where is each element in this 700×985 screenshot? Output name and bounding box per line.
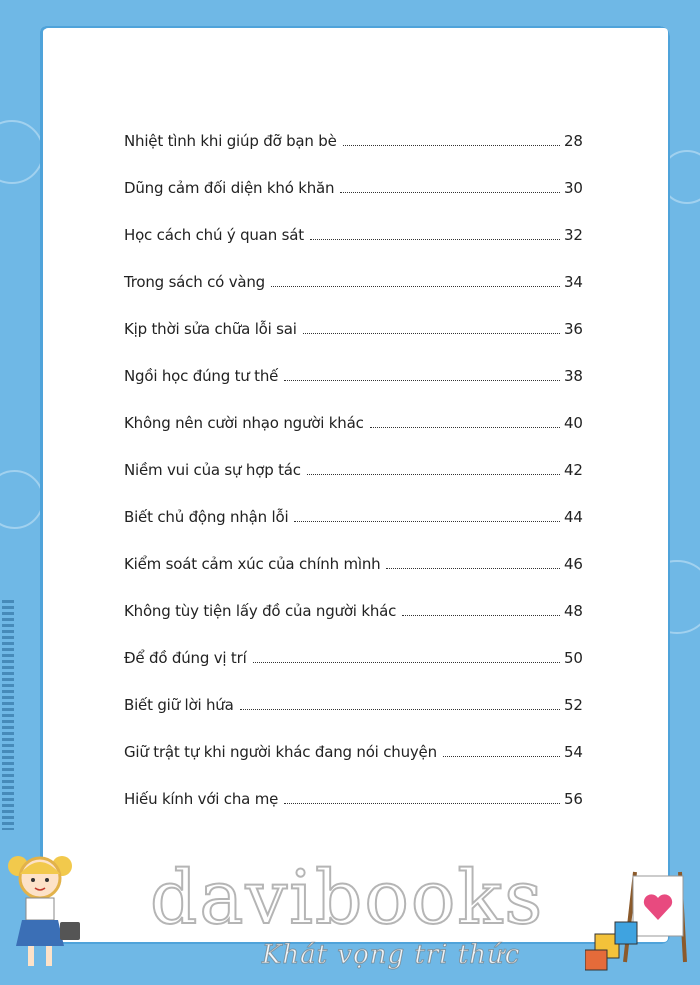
easel-illustration [585, 862, 695, 972]
toc-entry-title: Hiếu kính với cha mẹ [124, 790, 279, 808]
brand-watermark: davibooks [150, 855, 545, 941]
toc-page-number: 40 [564, 414, 583, 432]
toc-leader-dots [443, 755, 560, 757]
toc-page-number: 38 [564, 367, 583, 385]
toc-page-number: 36 [564, 320, 583, 338]
toc-leader-dots [240, 708, 560, 710]
toc-entry[interactable] [124, 367, 582, 414]
toc-page-number: 28 [564, 132, 583, 150]
toc-leader-dots [386, 567, 560, 569]
toc-entry[interactable] [124, 790, 582, 837]
toc-leader-dots [310, 238, 560, 240]
toc-entry-title: Nhiệt tình khi giúp đỡ bạn bè [124, 132, 337, 150]
toc-leader-dots [271, 285, 560, 287]
toc-page-number: 56 [564, 790, 583, 808]
toc-leader-dots [284, 379, 560, 381]
toc-leader-dots [303, 332, 560, 334]
toc-entry[interactable] [124, 414, 582, 461]
toc-page-number: 44 [564, 508, 583, 526]
toc-entry-title: Không nên cười nhạo người khác [124, 414, 364, 432]
toc-entry[interactable] [124, 320, 582, 367]
toc-page-number: 54 [564, 743, 583, 761]
toc-entry[interactable] [124, 602, 582, 649]
toc-page-number: 50 [564, 649, 583, 667]
toc-page-number: 52 [564, 696, 583, 714]
toc-page-number: 32 [564, 226, 583, 244]
toc-entry[interactable] [124, 649, 582, 696]
toc-entry-title: Ngồi học đúng tư thế [124, 367, 279, 385]
toc-entry-title: Trong sách có vàng [124, 273, 265, 291]
toc-entry[interactable] [124, 461, 582, 508]
toc-entry-title: Biết chủ động nhận lỗi [124, 508, 289, 526]
toc-entry-title: Kiểm soát cảm xúc của chính mình [124, 555, 381, 573]
girl-illustration [2, 846, 82, 976]
side-print-strip [2, 600, 14, 830]
toc-page-number: 34 [564, 273, 583, 291]
toc-leader-dots [370, 426, 560, 428]
toc-entry[interactable] [124, 226, 582, 273]
toc-entry-title: Biết giữ lời hứa [124, 696, 234, 714]
toc-leader-dots [402, 614, 560, 616]
toc-leader-dots [340, 191, 560, 193]
toc-entry[interactable] [124, 696, 582, 743]
toc-entry[interactable] [124, 743, 582, 790]
toc-entry-title: Giữ trật tự khi người khác đang nói chuyện [124, 743, 437, 761]
toc-entry[interactable] [124, 179, 582, 226]
toc-entry-title: Học cách chú ý quan sát [124, 226, 304, 244]
toc-entry[interactable] [124, 555, 582, 602]
toc-entry-title: Kịp thời sửa chữa lỗi sai [124, 320, 297, 338]
toc-page-number: 42 [564, 461, 583, 479]
toc-leader-dots [343, 144, 560, 146]
toc-leader-dots [253, 661, 560, 663]
brand-tagline: Khát vọng tri thức [262, 940, 521, 970]
toc-entry[interactable] [124, 508, 582, 555]
toc-entry-title: Dũng cảm đối diện khó khăn [124, 179, 335, 197]
table-of-contents [124, 132, 582, 837]
toc-page-number: 46 [564, 555, 583, 573]
toc-entry[interactable] [124, 273, 582, 320]
toc-entry-title: Để đồ đúng vị trí [124, 649, 247, 667]
toc-page-number: 48 [564, 602, 583, 620]
toc-entry[interactable] [124, 132, 582, 179]
toc-entry-title: Không tùy tiện lấy đồ của người khác [124, 602, 397, 620]
toc-page-number: 30 [564, 179, 583, 197]
toc-leader-dots [284, 802, 560, 804]
toc-leader-dots [307, 473, 560, 475]
toc-leader-dots [294, 520, 560, 522]
toc-entry-title: Niềm vui của sự hợp tác [124, 461, 301, 479]
